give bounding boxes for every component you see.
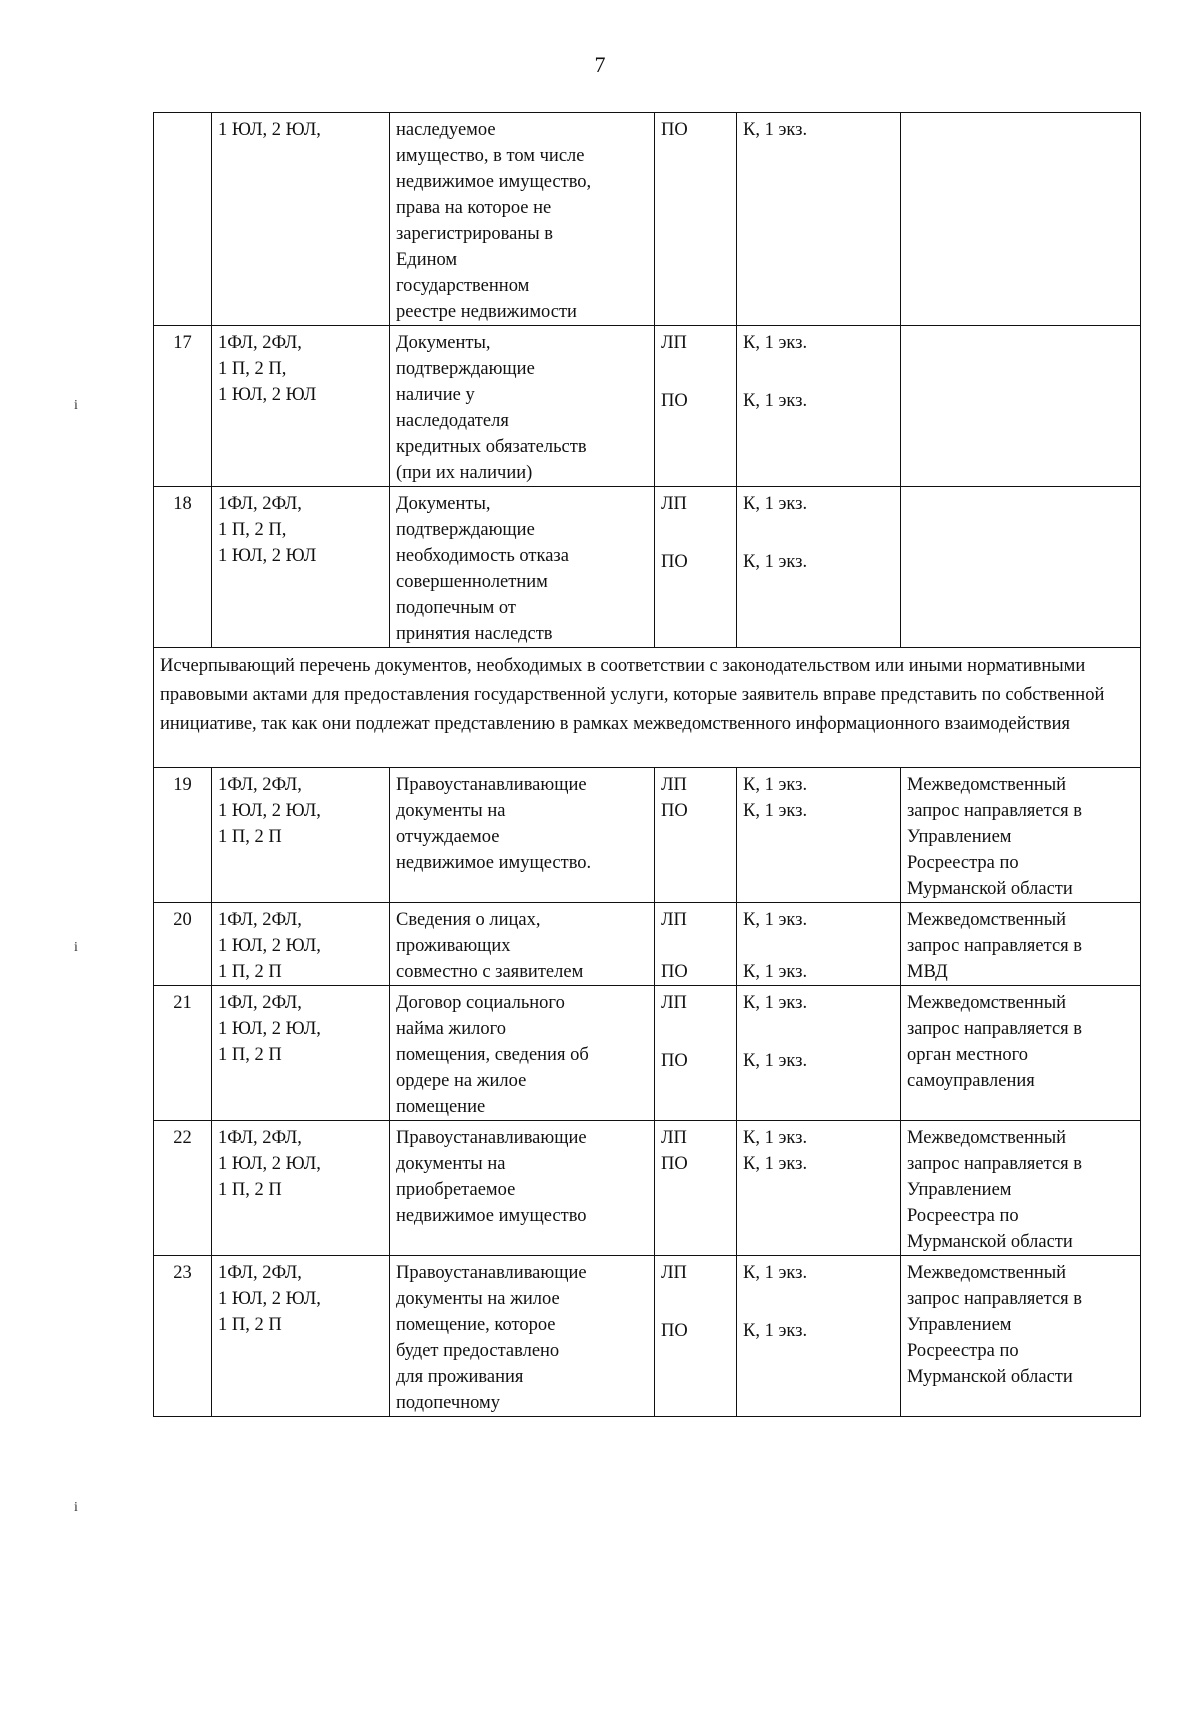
text-line: ЛП <box>661 1263 687 1283</box>
text-line: Межведомственный <box>907 910 1067 930</box>
text-line: запрос направляется в <box>907 936 1083 956</box>
text-line: совместно с заявителем <box>396 962 584 982</box>
text-line: Управлением <box>907 1180 1012 1200</box>
text-line: Мурманской области <box>907 879 1073 899</box>
text-line: К, 1 экз. <box>743 1051 808 1071</box>
text-line: наследуемое <box>396 120 496 140</box>
document-cell <box>390 1256 655 1417</box>
copies-cell <box>737 903 901 986</box>
text-line: 1 ЮЛ, 2 ЮЛ, <box>218 120 321 140</box>
text-line: 1 П, 2 П <box>218 1315 282 1335</box>
text-line: Межведомственный <box>907 775 1067 795</box>
text-line: (при их наличии) <box>396 463 533 483</box>
text-line: запрос направляется в <box>907 1154 1083 1174</box>
text-line: недвижимое имущество <box>396 1206 587 1226</box>
text-line: подопечному <box>396 1393 500 1413</box>
text-line: для проживания <box>396 1367 524 1387</box>
row-number-cell: 23 <box>154 1256 212 1417</box>
text-line: помещение, которое <box>396 1315 556 1335</box>
copies-cell <box>737 768 901 903</box>
text-line: 1ФЛ, 2ФЛ, <box>218 775 302 795</box>
copies-cell <box>737 113 901 326</box>
text-line: ЛП <box>661 910 687 930</box>
document-cell <box>390 326 655 487</box>
note-cell <box>901 1256 1141 1417</box>
text-line: кредитных обязательств <box>396 437 587 457</box>
text-line: К, 1 экз. <box>743 1154 808 1174</box>
text-line: ПО <box>661 1321 688 1341</box>
note-cell <box>901 487 1141 648</box>
text-line: Росреестра по <box>907 1206 1019 1226</box>
text-line: запрос направляется в <box>907 801 1083 821</box>
applicants-cell <box>212 986 390 1121</box>
text-line: права на которое не <box>396 198 552 218</box>
note-cell <box>901 986 1141 1121</box>
text-line: орган местного <box>907 1045 1029 1065</box>
text-line: запрос направляется в <box>907 1019 1083 1039</box>
line-gap <box>661 356 730 388</box>
text-line: ЛП <box>661 993 687 1013</box>
forms-cell <box>655 1121 737 1256</box>
text-line: подопечным от <box>396 598 516 618</box>
forms-cell <box>655 1256 737 1417</box>
text-line: 1 ЮЛ, 2 ЮЛ <box>218 385 317 405</box>
text-line: К, 1 экз. <box>743 120 808 140</box>
text-line: Правоустанавливающие <box>396 1263 587 1283</box>
documents-table <box>153 112 1141 1417</box>
page-number: 7 <box>594 52 606 77</box>
margin-mark: i <box>74 940 78 955</box>
text-line: К, 1 экз. <box>743 1321 808 1341</box>
text-line: отчуждаемое <box>396 827 500 847</box>
text-line: Управлением <box>907 1315 1012 1335</box>
text-line: Правоустанавливающие <box>396 1128 587 1148</box>
text-line: 1 П, 2 П <box>218 962 282 982</box>
text-line: приобретаемое <box>396 1180 516 1200</box>
table-row <box>154 986 1141 1121</box>
applicants-cell <box>212 1256 390 1417</box>
line-gap <box>661 933 730 959</box>
text-line: ПО <box>661 1051 688 1071</box>
text-line: наследодателя <box>396 411 509 431</box>
text-line: Межведомственный <box>907 1128 1067 1148</box>
document-cell <box>390 487 655 648</box>
text-line: государственном <box>396 276 530 296</box>
forms-cell <box>655 326 737 487</box>
section-heading: Исчерпывающий перечень документов, необходимых в соответствии с законодательством или иными нормативными правовыми актами для предоставления государственной услуги, которые заявитель вправе представить по собственной инициативе, так как они подлежат представлению в рамках межведомственного информационного взаимодействия <box>154 648 1141 768</box>
text-line: проживающих <box>396 936 511 956</box>
text-line: К, 1 экз. <box>743 1263 808 1283</box>
forms-cell <box>655 487 737 648</box>
text-line: 1ФЛ, 2ФЛ, <box>218 993 302 1013</box>
text-line: ЛП <box>661 333 687 353</box>
text-line: недвижимое имущество, <box>396 172 592 192</box>
copies-cell <box>737 326 901 487</box>
row-number-cell: 21 <box>154 986 212 1121</box>
line-gap <box>743 933 894 959</box>
text-line: Правоустанавливающие <box>396 775 587 795</box>
line-gap <box>661 517 730 549</box>
row-number-cell: 17 <box>154 326 212 487</box>
text-line: К, 1 экз. <box>743 962 808 982</box>
text-line: 1ФЛ, 2ФЛ, <box>218 333 302 353</box>
text-line: 1 П, 2 П <box>218 827 282 847</box>
text-line: имущество, в том числе <box>396 146 585 166</box>
text-line: ЛП <box>661 494 687 514</box>
text-line: Межведомственный <box>907 993 1067 1013</box>
applicants-cell <box>212 326 390 487</box>
text-line: подтверждающие <box>396 520 535 540</box>
text-line: ЛП <box>661 1128 687 1148</box>
table-row <box>154 113 1141 326</box>
copies-cell <box>737 487 901 648</box>
text-line: К, 1 экз. <box>743 993 808 1013</box>
text-line: ордере на жилое <box>396 1071 527 1091</box>
text-line: 1ФЛ, 2ФЛ, <box>218 1128 302 1148</box>
text-line: ЛП <box>661 775 687 795</box>
forms-cell <box>655 903 737 986</box>
text-line: Едином <box>396 250 458 270</box>
text-line: недвижимое имущество. <box>396 853 592 873</box>
applicants-cell <box>212 1121 390 1256</box>
applicants-cell <box>212 113 390 326</box>
text-line: найма жилого <box>396 1019 506 1039</box>
text-line: помещение <box>396 1097 486 1117</box>
forms-cell <box>655 113 737 326</box>
document-cell <box>390 113 655 326</box>
text-line: 1 П, 2 П, <box>218 520 287 540</box>
text-line: МВД <box>907 962 948 982</box>
note-cell <box>901 768 1141 903</box>
document-cell <box>390 768 655 903</box>
row-number-cell: 19 <box>154 768 212 903</box>
note-cell <box>901 1121 1141 1256</box>
table-row <box>154 903 1141 986</box>
text-line: документы на <box>396 801 506 821</box>
text-line: ПО <box>661 120 688 140</box>
text-line: К, 1 экз. <box>743 801 808 821</box>
text-line: самоуправления <box>907 1071 1035 1091</box>
line-gap <box>743 1016 894 1048</box>
note-cell <box>901 326 1141 487</box>
margin-mark: i <box>74 398 78 413</box>
text-line: запрос направляется в <box>907 1289 1083 1309</box>
text-line: К, 1 экз. <box>743 494 808 514</box>
line-gap <box>661 1016 730 1048</box>
applicants-cell <box>212 903 390 986</box>
text-line: 1ФЛ, 2ФЛ, <box>218 1263 302 1283</box>
row-number-cell: 20 <box>154 903 212 986</box>
text-line: подтверждающие <box>396 359 535 379</box>
table-row <box>154 1121 1141 1256</box>
rows-group-b <box>154 768 1141 1417</box>
text-line: 1ФЛ, 2ФЛ, <box>218 494 302 514</box>
text-line: 1 ЮЛ, 2 ЮЛ, <box>218 1154 321 1174</box>
margin-mark: i <box>74 1500 78 1515</box>
copies-cell <box>737 1121 901 1256</box>
text-line: 1 ЮЛ, 2 ЮЛ, <box>218 1019 321 1039</box>
text-line: Договор социального <box>396 993 565 1013</box>
text-line: 1 ЮЛ, 2 ЮЛ, <box>218 801 321 821</box>
text-line: Росреестра по <box>907 1341 1019 1361</box>
text-line: К, 1 экз. <box>743 910 808 930</box>
row-number-cell: 22 <box>154 1121 212 1256</box>
applicants-cell <box>212 768 390 903</box>
text-line: 1 ЮЛ, 2 ЮЛ, <box>218 936 321 956</box>
text-line: необходимость отказа <box>396 546 569 566</box>
row-number-cell <box>154 113 212 326</box>
text-line: ПО <box>661 391 688 411</box>
line-gap <box>743 517 894 549</box>
text-line: 1 ЮЛ, 2 ЮЛ, <box>218 1289 321 1309</box>
document-cell <box>390 986 655 1121</box>
copies-cell <box>737 1256 901 1417</box>
text-line: Сведения о лицах, <box>396 910 541 930</box>
text-line: Управлением <box>907 827 1012 847</box>
table-row <box>154 768 1141 903</box>
text-line: наличие у <box>396 385 475 405</box>
text-line: принятия наследств <box>396 624 553 644</box>
table-row <box>154 326 1141 487</box>
text-line: Документы, <box>396 333 491 353</box>
text-line: К, 1 экз. <box>743 552 808 572</box>
text-line: ПО <box>661 801 688 821</box>
text-line: зарегистрированы в <box>396 224 554 244</box>
text-line: будет предоставлено <box>396 1341 560 1361</box>
forms-cell <box>655 986 737 1121</box>
text-line: помещения, сведения об <box>396 1045 589 1065</box>
text-line: реестре недвижимости <box>396 302 577 322</box>
copies-cell <box>737 986 901 1121</box>
text-line: 1 ЮЛ, 2 ЮЛ <box>218 546 317 566</box>
text-line: 1 П, 2 П <box>218 1045 282 1065</box>
note-cell <box>901 903 1141 986</box>
text-line: 1ФЛ, 2ФЛ, <box>218 910 302 930</box>
text-line: 1 П, 2 П, <box>218 359 287 379</box>
document-cell <box>390 903 655 986</box>
section-heading-row <box>154 648 1141 768</box>
document-cell <box>390 1121 655 1256</box>
line-gap <box>661 1286 730 1318</box>
text-line: совершеннолетним <box>396 572 548 592</box>
forms-cell <box>655 768 737 903</box>
text-line: Мурманской области <box>907 1367 1073 1387</box>
table-row <box>154 1256 1141 1417</box>
text-line: 1 П, 2 П <box>218 1180 282 1200</box>
text-line: документы на <box>396 1154 506 1174</box>
note-cell <box>901 113 1141 326</box>
text-line: Росреестра по <box>907 853 1019 873</box>
text-line: Мурманской области <box>907 1232 1073 1252</box>
text-line: К, 1 экз. <box>743 1128 808 1148</box>
text-line: К, 1 экз. <box>743 391 808 411</box>
table-row <box>154 487 1141 648</box>
text-line: ПО <box>661 962 688 982</box>
text-line: К, 1 экз. <box>743 775 808 795</box>
text-line: Межведомственный <box>907 1263 1067 1283</box>
row-number-cell: 18 <box>154 487 212 648</box>
text-line: ПО <box>661 1154 688 1174</box>
text-line: ПО <box>661 552 688 572</box>
text-line: К, 1 экз. <box>743 333 808 353</box>
applicants-cell <box>212 487 390 648</box>
text-line: документы на жилое <box>396 1289 560 1309</box>
line-gap <box>743 1286 894 1318</box>
rows-group-a <box>154 326 1141 648</box>
line-gap <box>743 356 894 388</box>
text-line: Документы, <box>396 494 491 514</box>
